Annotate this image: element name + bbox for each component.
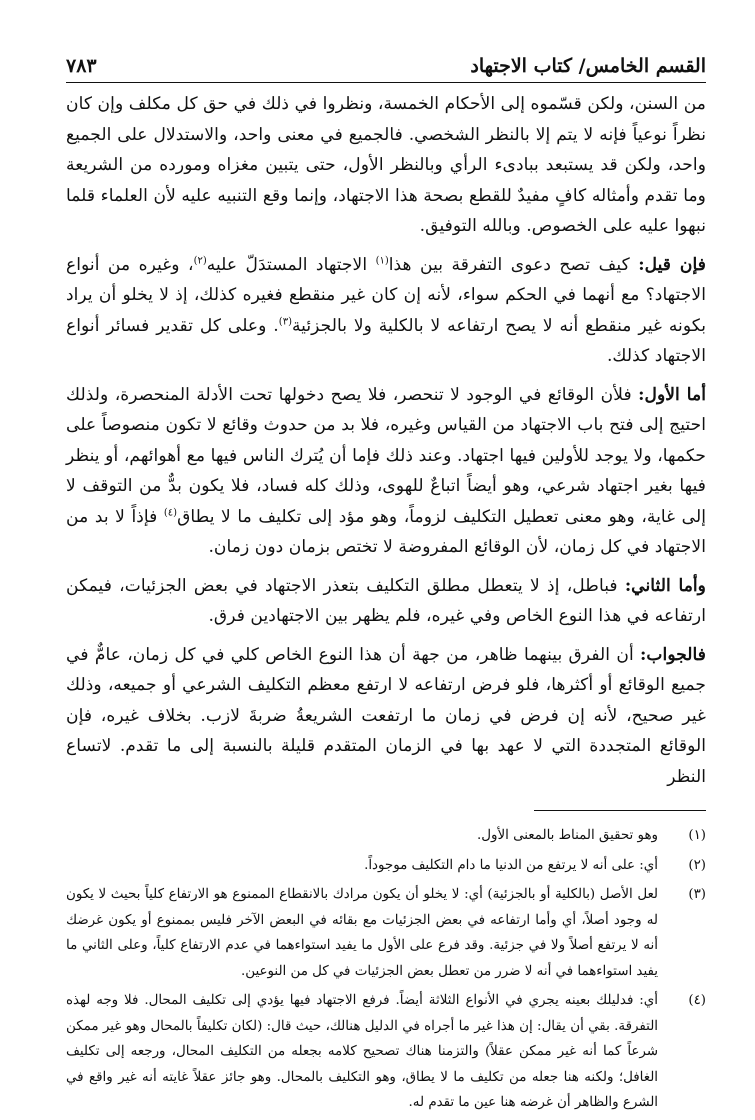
footnote	[66, 988, 706, 1116]
document-page	[66, 52, 706, 1120]
footnote-number: (٢)	[688, 857, 706, 873]
footnote-number: (٤)	[688, 993, 706, 1008]
footnote-number: (٣)	[688, 887, 706, 902]
paragraph-lead: أما الأول:	[638, 384, 706, 405]
footnote-text: أي: على أنه لا يرتفع من الدنيا ما دام التكليف موجوداً.	[364, 857, 658, 873]
paragraph-lead: فالجواب:	[640, 644, 706, 665]
footnote-ref-1[interactable]: (١)	[375, 254, 389, 266]
paragraph-text: أن الفرق بينهما ظاهر، من جهة أن هذا النوع الخاص كلي في كل زمان، عامٌّ في جميع الوقائع أو أكثرها، فلو فرض ارتفاعه لا ارتفع معظم التكليف الشرعي أو جميعه، وذلك غير صحيح، لأنه إن فرض في زمان ما ارتفعت الشريعةُ ضربةَ لازب. بخلاف غيره، فإن الوقائع المتجددة التي لا عهد بها في الزمان المتقدم قليلة بالنسبة إلى ما تقدم. لاتساع النظر	[66, 644, 706, 787]
paragraph-intro	[66, 89, 706, 242]
paragraph-first	[66, 380, 706, 563]
footnote-text: لعل الأصل (بالكلية أو بالجزئية) أي: لا يخلو أن يكون مرادك بالانقطاع الممنوع هو الارتفاع كلياً بحيث لا يكون له وجود أصلاً، أي وأما ارتفاعه في بعض الجزئيات مع بقائه في البعض الآخر فليس بممنوع أو يكون غرضك أنه لا يرتفع أصلاً ولا في جزئية. وقد فرع على الأول ما يفيد استواءهما في عدم الارتفاع كلياً، وعلى الثاني ما يفيد استواءهما في أنه لا ضرر من تعطل بعض الجزئيات في كل من النوعين.	[66, 887, 658, 979]
paragraph-lead: فإن قيل:	[638, 254, 707, 275]
paragraph-text: ، وغيره من أنواع الاجتهاد؟ مع أنهما في الحكم سواء، لأنه إن كان غير منقطع فغيره كذلك، إذ لا يخلو أن يراد بكونه غير منقطع أنه لا يصح ارتفاعه لا بالكلية ولا بالجزئية	[66, 254, 706, 336]
footnote-ref-3[interactable]: (٣)	[278, 315, 292, 327]
footnote-ref-2[interactable]: (٢)	[193, 254, 207, 266]
footnote-text: أي: فدليلك بعينه يجري في الأنواع الثلاثة أيضاً. فرفع الاجتهاد فيها يؤدي إلى تكليف المحال. فلا وجه لهذه التفرقة. بقي أن يقال: إن هذا غير ما أجراه في الدليل هنالك، حيث قال: (لكان تكليفاً بالمحال وهو غير ممكن شرعاً كما أنه غير ممكن عقلاً) والتزمنا هناك تصحيح كلامه بجعله من التكليف المحال، ورجعه إلى تكليف الغافل؛ ولكنه هنا جعله من تكليف ما لا يطاق، وهو التكليف بالمحال. وهو جائز عقلاً غايته أنه غير واقع في الشرع والظاهر أن غرضه هنا عين ما تقدم له.	[66, 993, 658, 1110]
footnotes	[66, 823, 706, 1116]
footnote-ref-4[interactable]: (٤)	[163, 506, 178, 518]
paragraph-text: . وعلى كل تقدير فسائر أنواع الاجتهاد كذلك.	[66, 315, 706, 366]
footnote-number: (١)	[688, 828, 706, 843]
main-text	[66, 89, 706, 792]
section-title: القسم الخامس/ كتاب الاجتهاد	[470, 55, 706, 77]
page-header	[66, 52, 706, 83]
footnote	[66, 882, 706, 984]
paragraph-text: الاجتهاد المستدَلّ عليه	[206, 254, 376, 275]
paragraph-text: كيف تصح دعوى التفرقة بين هذا	[388, 254, 639, 275]
paragraph-text: من السنن، ولكن قسّموه إلى الأحكام الخمسة، ونظروا في ذلك في حق كل مكلف وإن كان نظراً نوعياً فإنه لا يتم إلا بالنظر الشخصي. فالجميع في معنى واحد، والاستدلال على الجميع واحد، ولكن قد يستبعد ببادىء الرأي وبالنظر الأول، حتى يتبين مغزاه ومورده من الشريعة وما تقدم وأمثاله كافٍ مفيدٌ للقطع بصحة هذا الاجتهاد، وإنما وقع التنبيه عليه لأن العلماء قلما نبهوا عليه على الخصوص. وبالله التوفيق.	[66, 94, 706, 236]
paragraph-lead: وأما الثاني:	[624, 575, 706, 596]
paragraph-answer	[66, 640, 706, 793]
footnote	[66, 823, 706, 849]
paragraph-second	[66, 571, 706, 632]
paragraph-text: فإذاً لا بد من الاجتهاد في كل زمان، لأن الوقائع المفروضة لا تختص بزمان دون زمان.	[66, 506, 706, 557]
page-number: ٧٨٣	[66, 55, 97, 77]
paragraph-text: فلأن الوقائع في الوجود لا تنحصر، فلا يصح دخولها تحت الأدلة المنحصرة، ولذلك احتيج إلى فتح باب الاجتهاد من القياس وغيره، فلا بد من حدوث وقائع لا تكون منصوصاً على حكمها، ولا يوجد للأولين فيها اجتهاد. وعند ذلك فإما أن يُترك الناس فيها مع أهوائهم، أو ينظر فيها بغير اجتهاد شرعي، وهو أيضاً اتباعٌ للهوى، وذلك كله فساد، فلا يكون بدٌّ من التوقف لا إلى غاية، وهو معنى تعطيل التكليف لزوماً، وهو مؤد إلى تكليف ما لا يطاق	[66, 384, 706, 527]
paragraph-text: فباطل، إذ لا يتعطل مطلق التكليف بتعذر الاجتهاد في بعض الجزئيات، فيمكن ارتفاعه في هذا النوع الخاص وفي غيره، فلم يظهر بين الاجتهادين فرق.	[66, 575, 706, 626]
footnote	[66, 853, 706, 879]
footnote-text: وهو تحقيق المناط بالمعنى الأول.	[477, 828, 658, 843]
footnote-divider	[534, 810, 706, 811]
paragraph-objection	[66, 250, 706, 372]
